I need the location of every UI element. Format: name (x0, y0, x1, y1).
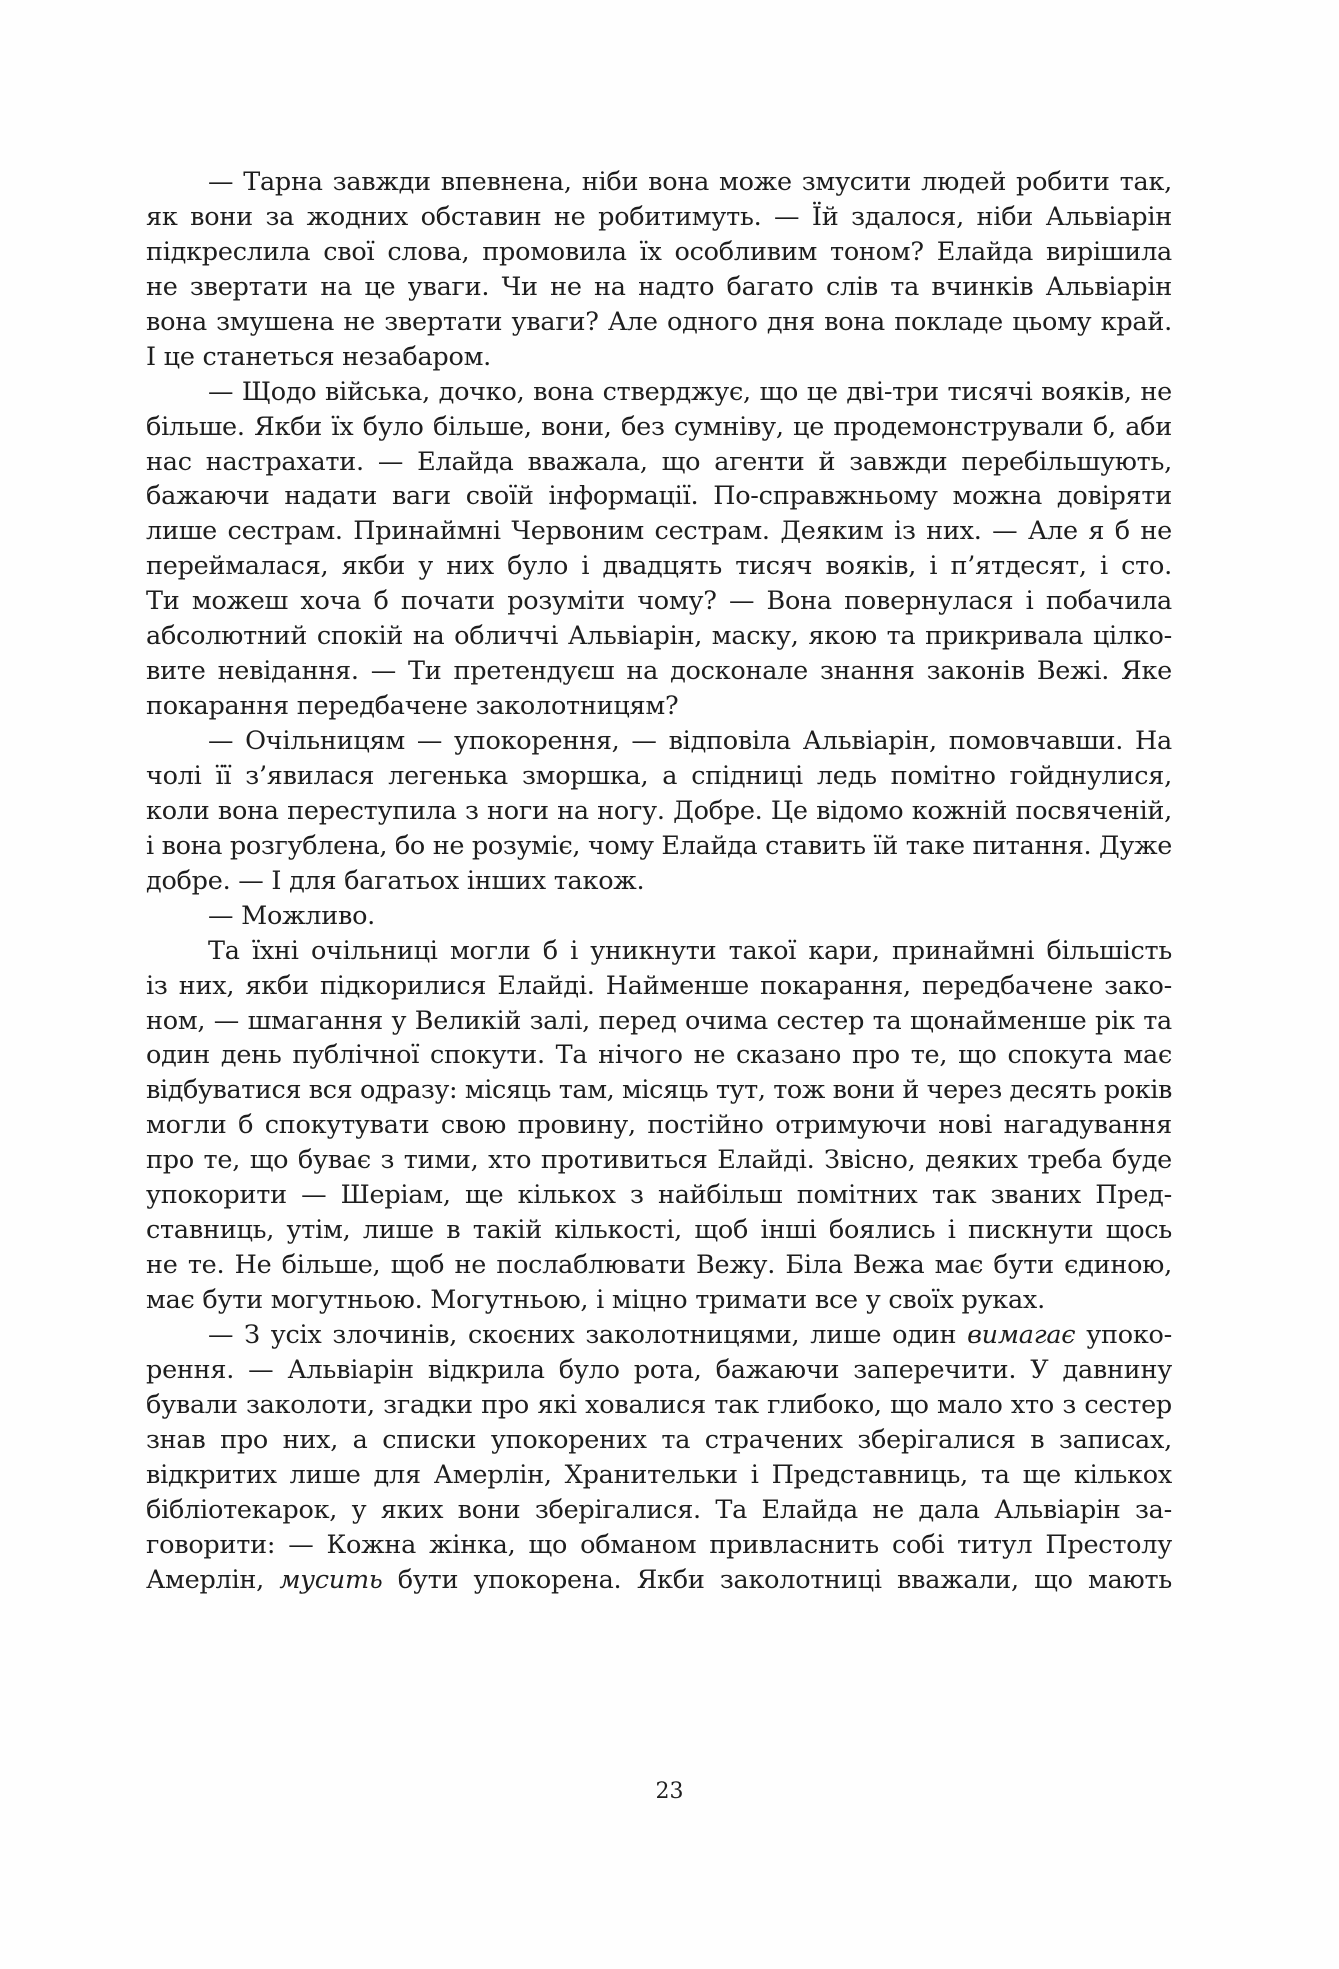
text-line: не те. Не більше, щоб не послаблювати Вежу. Біла Вежа має бути єдиною, (146, 1250, 1172, 1281)
text-line: знав про них, а списки упокорених та страчених зберігалися в записах, (146, 1424, 1172, 1455)
text-line: — Очільницям — упокорення, — відповіла Альвіарін, помовчавши. На (208, 726, 1172, 756)
text-line: могли б спокутувати свою провину, постійно отримуючи нові нагадування (146, 1110, 1172, 1141)
text-line: Та їхні очільниці могли б і уникнути такої кари, принаймні більшість (208, 935, 1172, 966)
text-line (146, 1563, 1172, 1598)
text-line: не звертати на це уваги. Чи не на надто багато слів та вчинків Альвіарін (146, 271, 1172, 302)
page-number: 23 (655, 1779, 684, 1804)
text-line: нас настрахати. — Елайда вважала, що агенти й завжди перебільшують, (146, 446, 1172, 477)
text-line: відкритих лише для Амерлін, Хранительки і Представниць, та ще кількох (146, 1459, 1172, 1490)
text-line: чолі її з’явилася легенька зморшка, а спідниці ледь помітно гойднулися, (146, 760, 1172, 791)
text-line: — Тарна завжди впевнена, ніби вона може змусити людей робити так, (208, 167, 1172, 197)
text-line: як вони за жодних обставин не робитимуть. — Їй здалося, ніби Альвіарін (146, 201, 1172, 232)
text-line: лише сестрам. Принаймні Червоним сестрам. Деяким із них. — Але я б не (146, 516, 1172, 547)
text-line: вите невідання. — Ти претендуєш на досконале знання законів Вежі. Яке (146, 656, 1172, 687)
text-line: добре. — І для багатьох інших також. (146, 865, 645, 896)
text-line: абсолютний спокій на обличчі Альвіарін, маску, якою та прикривала цілко- (146, 621, 1172, 652)
text-line: відбуватися вся одразу: місяць там, місяць тут, тож вони й через десять років (146, 1075, 1172, 1106)
text-line: переймалася, якби у них було і двадцять тисяч вояків, і п’ятдесят, і сто. (146, 551, 1172, 582)
text-line: — Можливо. (208, 900, 376, 931)
text-line: І це станеться незабаром. (146, 341, 492, 372)
text-line: більше. Якби їх було більше, вони, без сумніву, це продемонстрували б, аби (146, 411, 1172, 442)
text-line (146, 1318, 1172, 1353)
text-line: упокорити — Шеріам, ще кількох з найбільш помітних так званих Пред- (146, 1180, 1172, 1211)
text-line: покарання передбачене заколотницям? (146, 691, 679, 722)
text-line: має бути могутньою. Могутньою, і міцно тримати все у своїх руках. (146, 1285, 1045, 1315)
text-line: говорити: — Кожна жінка, що обманом привласнить собі титул Престолу (146, 1529, 1172, 1560)
body-text (146, 165, 1172, 1597)
text-segment: упоко- (1075, 1319, 1172, 1350)
text-line: бібліотекарок, у яких вони зберігалися. Та Елайда не дала Альвіарін за- (146, 1494, 1172, 1525)
text-line: і вона розгублена, бо не розуміє, чому Елайда ставить їй таке питання. Дуже (146, 830, 1172, 861)
text-line: коли вона переступила з ноги на ногу. Добре. Це відомо кожній посвяченій, (146, 795, 1172, 826)
text-segment: Амерлін, (146, 1564, 280, 1595)
text-line: рення. — Альвіарін відкрила було рота, бажаючи заперечити. У давнину (146, 1354, 1172, 1385)
text-line: бажаючи надати ваги своїй інформації. По-справжньому можна довіряти (146, 481, 1172, 512)
text-segment: — З усіх злочинів, скоєних заколотницями, лише один (208, 1319, 968, 1350)
text-segment: бути упокорена. Якби заколотниці вважали, що мають (382, 1564, 1172, 1595)
text-line: бували заколоти, згадки про які ховалися так глибоко, що мало хто з сестер (146, 1389, 1172, 1420)
text-line: вона змушена не звертати уваги? Але одного дня вона покладе цьому край. (146, 306, 1172, 337)
text-line: Ти можеш хоча б почати розуміти чому? — Вона повернулася і побачила (146, 586, 1172, 617)
text-line: підкреслила свої слова, промовила їх особливим тоном? Елайда вирішила (146, 236, 1172, 267)
emphasized-word: вимагає (967, 1319, 1076, 1350)
emphasized-word: мусить (279, 1564, 383, 1595)
text-line: — Щодо війська, дочко, вона стверджує, що це дві-три тисячі вояків, не (208, 376, 1172, 407)
text-line: ном, — шмагання у Великій залі, перед очима сестер та щонайменше рік та (146, 1005, 1172, 1036)
text-line: один день публічної спокути. Та нічого не сказано про те, що спокута має (146, 1040, 1172, 1071)
text-line: ставниць, утім, лише в такій кількості, щоб інші боялись і пискнути щось (146, 1215, 1172, 1246)
text-line: про те, що буває з тими, хто противиться Елайді. Звісно, деяких треба буде (146, 1145, 1172, 1176)
text-line: із них, якби підкорилися Елайді. Найменше покарання, передбачене зако- (146, 970, 1172, 1001)
